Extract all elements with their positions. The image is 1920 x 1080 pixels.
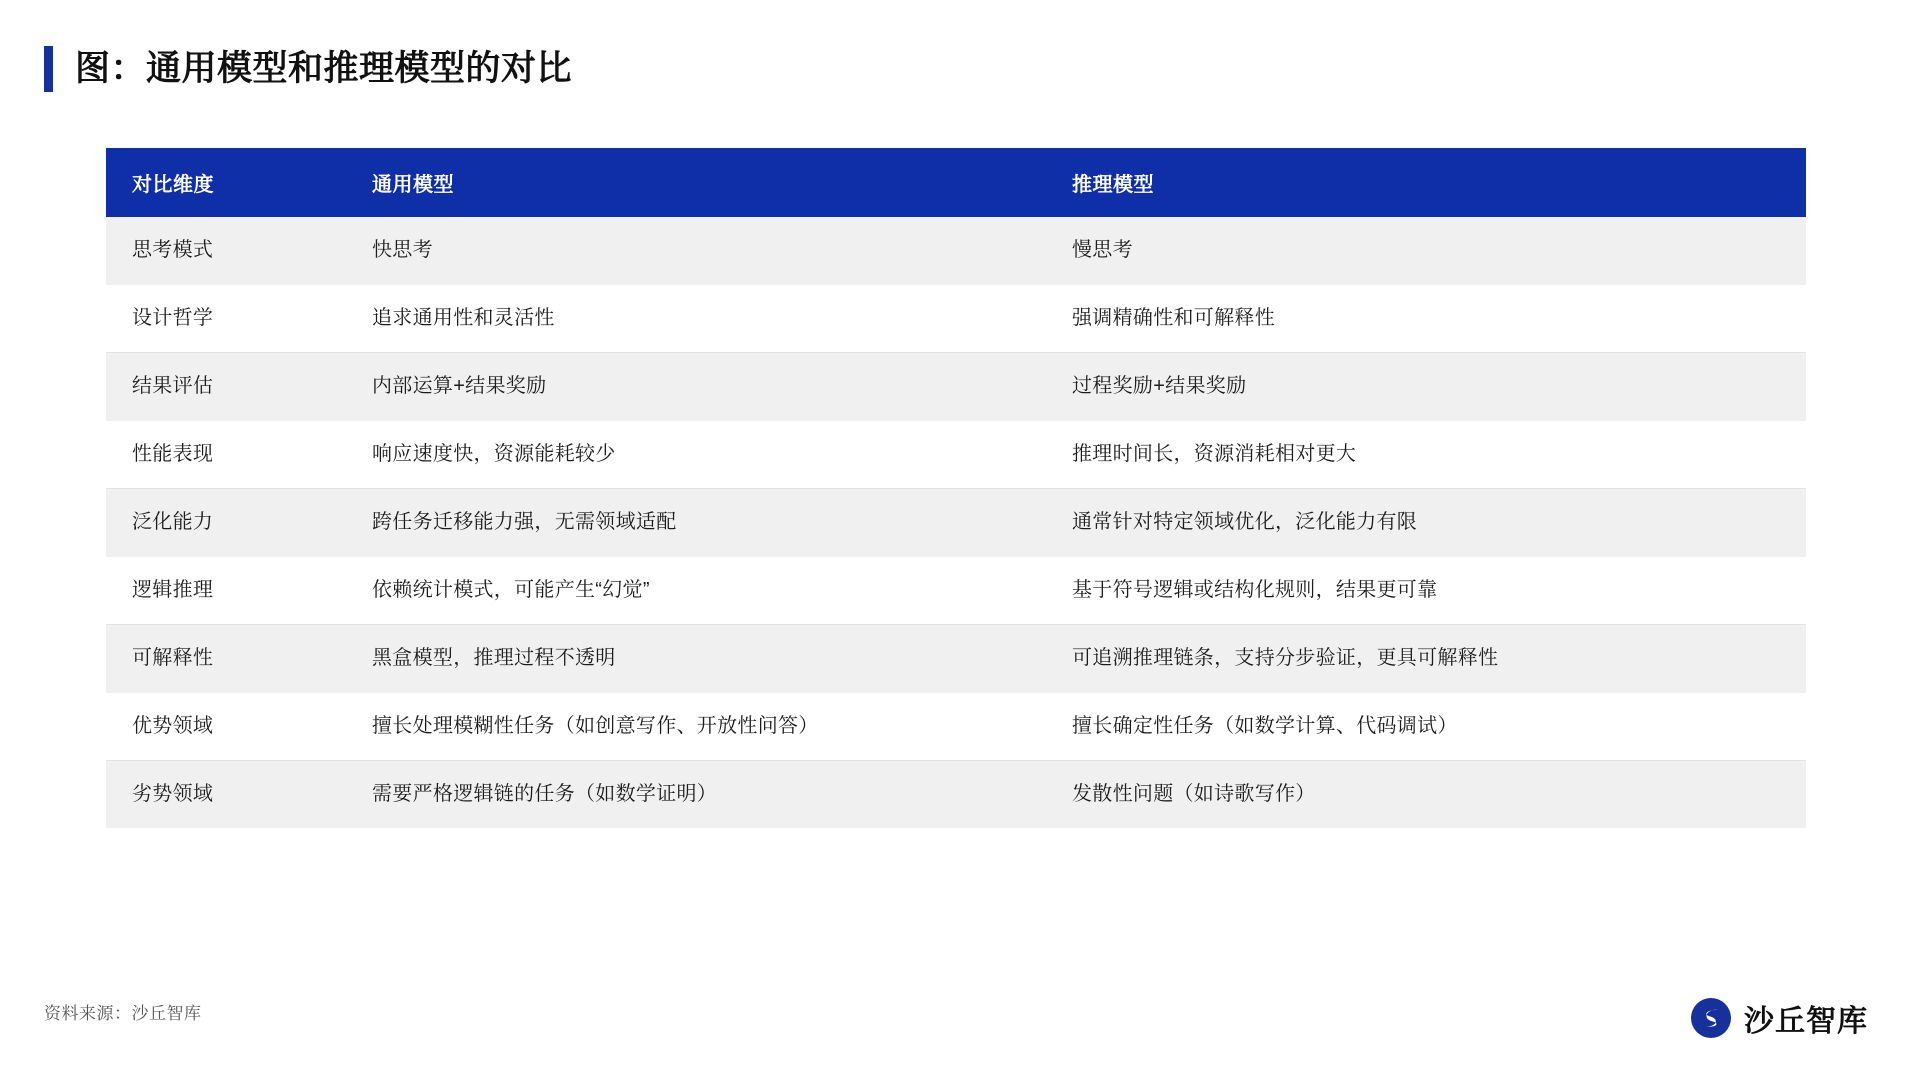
cell-reasoning-model: 擅长确定性任务（如数学计算、代码调试）: [1046, 693, 1806, 761]
cell-reasoning-model: 推理时间长，资源消耗相对更大: [1046, 421, 1806, 489]
title-accent-bar: [44, 46, 53, 92]
brand-logo: [1690, 996, 1868, 1040]
cell-reasoning-model: 慢思考: [1046, 217, 1806, 285]
cell-reasoning-model: 基于符号逻辑或结构化规则，结果更可靠: [1046, 557, 1806, 625]
table-row: [106, 217, 1806, 285]
cell-dimension: 设计哲学: [106, 285, 346, 353]
page-title: [0, 0, 1920, 92]
cell-general-model: 响应速度快，资源能耗较少: [346, 421, 1046, 489]
table-body: [106, 217, 1806, 828]
table-row: [106, 761, 1806, 829]
table-header: [106, 148, 1806, 217]
s-logo-icon: [1690, 997, 1732, 1039]
cell-dimension: 结果评估: [106, 353, 346, 421]
table-row: [106, 693, 1806, 761]
cell-dimension: 优势领域: [106, 693, 346, 761]
cell-general-model: 跨任务迁移能力强，无需领域适配: [346, 489, 1046, 557]
table-row: [106, 353, 1806, 421]
cell-dimension: 性能表现: [106, 421, 346, 489]
column-header-general-model: 通用模型: [346, 148, 1046, 217]
table-header-row: [106, 148, 1806, 217]
table-row: [106, 489, 1806, 557]
cell-general-model: 内部运算+结果奖励: [346, 353, 1046, 421]
cell-dimension: 逻辑推理: [106, 557, 346, 625]
cell-reasoning-model: 强调精确性和可解释性: [1046, 285, 1806, 353]
cell-general-model: 需要严格逻辑链的任务（如数学证明）: [346, 761, 1046, 829]
cell-dimension: 思考模式: [106, 217, 346, 285]
table-row: [106, 421, 1806, 489]
column-header-reasoning-model: 推理模型: [1046, 148, 1806, 217]
column-header-dimension: 对比维度: [106, 148, 346, 217]
cell-general-model: 快思考: [346, 217, 1046, 285]
brand-name: 沙丘智库: [1744, 1005, 1868, 1038]
comparison-table: [106, 148, 1806, 828]
cell-reasoning-model: 发散性问题（如诗歌写作）: [1046, 761, 1806, 829]
cell-general-model: 追求通用性和灵活性: [346, 285, 1046, 353]
table-row: [106, 285, 1806, 353]
table-row: [106, 557, 1806, 625]
cell-general-model: 黑盒模型，推理过程不透明: [346, 625, 1046, 693]
comparison-table-container: [106, 148, 1868, 828]
cell-dimension: 泛化能力: [106, 489, 346, 557]
cell-reasoning-model: 过程奖励+结果奖励: [1046, 353, 1806, 421]
title-text: 图：通用模型和推理模型的对比: [75, 48, 573, 88]
cell-reasoning-model: 通常针对特定领域优化，泛化能力有限: [1046, 489, 1806, 557]
cell-dimension: 可解释性: [106, 625, 346, 693]
cell-reasoning-model: 可追溯推理链条，支持分步验证，更具可解释性: [1046, 625, 1806, 693]
cell-dimension: 劣势领域: [106, 761, 346, 829]
cell-general-model: 擅长处理模糊性任务（如创意写作、开放性问答）: [346, 693, 1046, 761]
cell-general-model: 依赖统计模式，可能产生“幻觉”: [346, 557, 1046, 625]
table-row: [106, 625, 1806, 693]
source-note: 资料来源：沙丘智库: [44, 1004, 202, 1023]
